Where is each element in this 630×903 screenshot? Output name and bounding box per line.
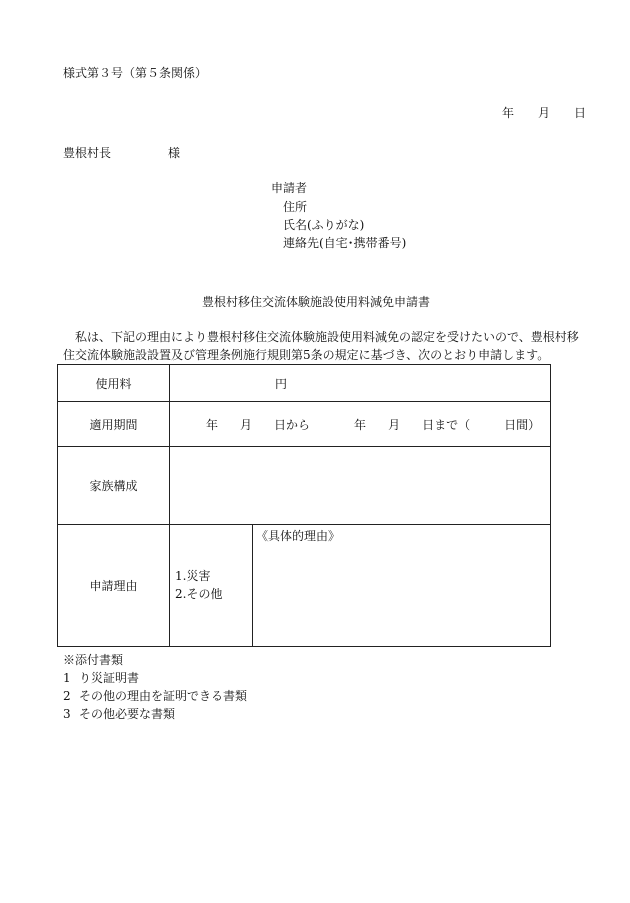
- attachment-text: その他必要な書類: [79, 707, 176, 721]
- attachments: [63, 651, 247, 723]
- fee-value-cell[interactable]: [170, 365, 551, 402]
- form-number: 様式第３号（第５条関係）: [63, 66, 208, 80]
- date-month: 月: [538, 106, 551, 120]
- period-month-1: 月: [240, 417, 253, 432]
- applicant-contact: 連絡先(自宅･携帯番号): [283, 236, 407, 250]
- body-line-1: 私は、下記の理由により豊根村移住交流体験施設使用料減免の認定を受けたいので、豊根村移: [63, 330, 579, 344]
- period-year-2: 年: [354, 417, 367, 432]
- family-label: 家族構成: [58, 447, 170, 524]
- reason-label: 申請理由: [58, 524, 170, 646]
- table-row-fee: [58, 365, 551, 402]
- period-day-1: 日から: [274, 417, 311, 432]
- attachment-number: 1: [63, 671, 71, 685]
- applicant-label: 申請者: [271, 181, 308, 195]
- attachment-item: [63, 669, 247, 687]
- reason-options-cell[interactable]: [170, 524, 253, 646]
- applicant-name: 氏名(ふりがな): [283, 218, 365, 232]
- period-value-cell[interactable]: [170, 402, 551, 447]
- reason-option-other: 2.その他: [175, 587, 223, 602]
- body-line-2: 住交流体験施設設置及び管理条例施行規則第5条の規定に基づき、次のとおり申請します。: [63, 348, 550, 362]
- application-table: [57, 364, 551, 647]
- table-row-family: [58, 447, 551, 524]
- addressee: [63, 146, 180, 160]
- body-text: [63, 328, 583, 364]
- attachment-text: り災証明書: [79, 671, 140, 685]
- addressee-name: 豊根村長: [63, 146, 112, 160]
- period-year-1: 年: [206, 417, 219, 432]
- period-day-2: 日まで（: [422, 417, 471, 432]
- date-line: [502, 106, 586, 120]
- date-year: 年: [502, 106, 515, 120]
- reason-detail-cell[interactable]: [253, 524, 551, 646]
- attachment-item: [63, 705, 247, 723]
- fee-unit: 円: [275, 376, 288, 391]
- attachment-number: 2: [63, 689, 71, 703]
- attachment-number: 3: [63, 707, 71, 721]
- attachments-heading: ※添付書類: [63, 653, 124, 667]
- applicant-address: 住所: [283, 200, 308, 214]
- date-day: 日: [574, 106, 587, 120]
- period-month-2: 月: [388, 417, 401, 432]
- attachment-item: [63, 687, 247, 705]
- period-label: 適用期間: [58, 402, 170, 447]
- reason-detail-label: 《具体的理由》: [256, 528, 341, 543]
- fee-label: 使用料: [58, 365, 170, 402]
- table-row-period: [58, 402, 551, 447]
- document-title: 豊根村移住交流体験施設使用料減免申請書: [202, 295, 431, 309]
- addressee-honorific: 様: [168, 146, 181, 160]
- period-days: 日間）: [504, 417, 541, 432]
- table-row-reason: [58, 524, 551, 646]
- reason-option-disaster: 1.災害: [175, 569, 211, 584]
- family-value-cell[interactable]: [170, 447, 551, 524]
- attachment-text: その他の理由を証明できる書類: [79, 689, 248, 703]
